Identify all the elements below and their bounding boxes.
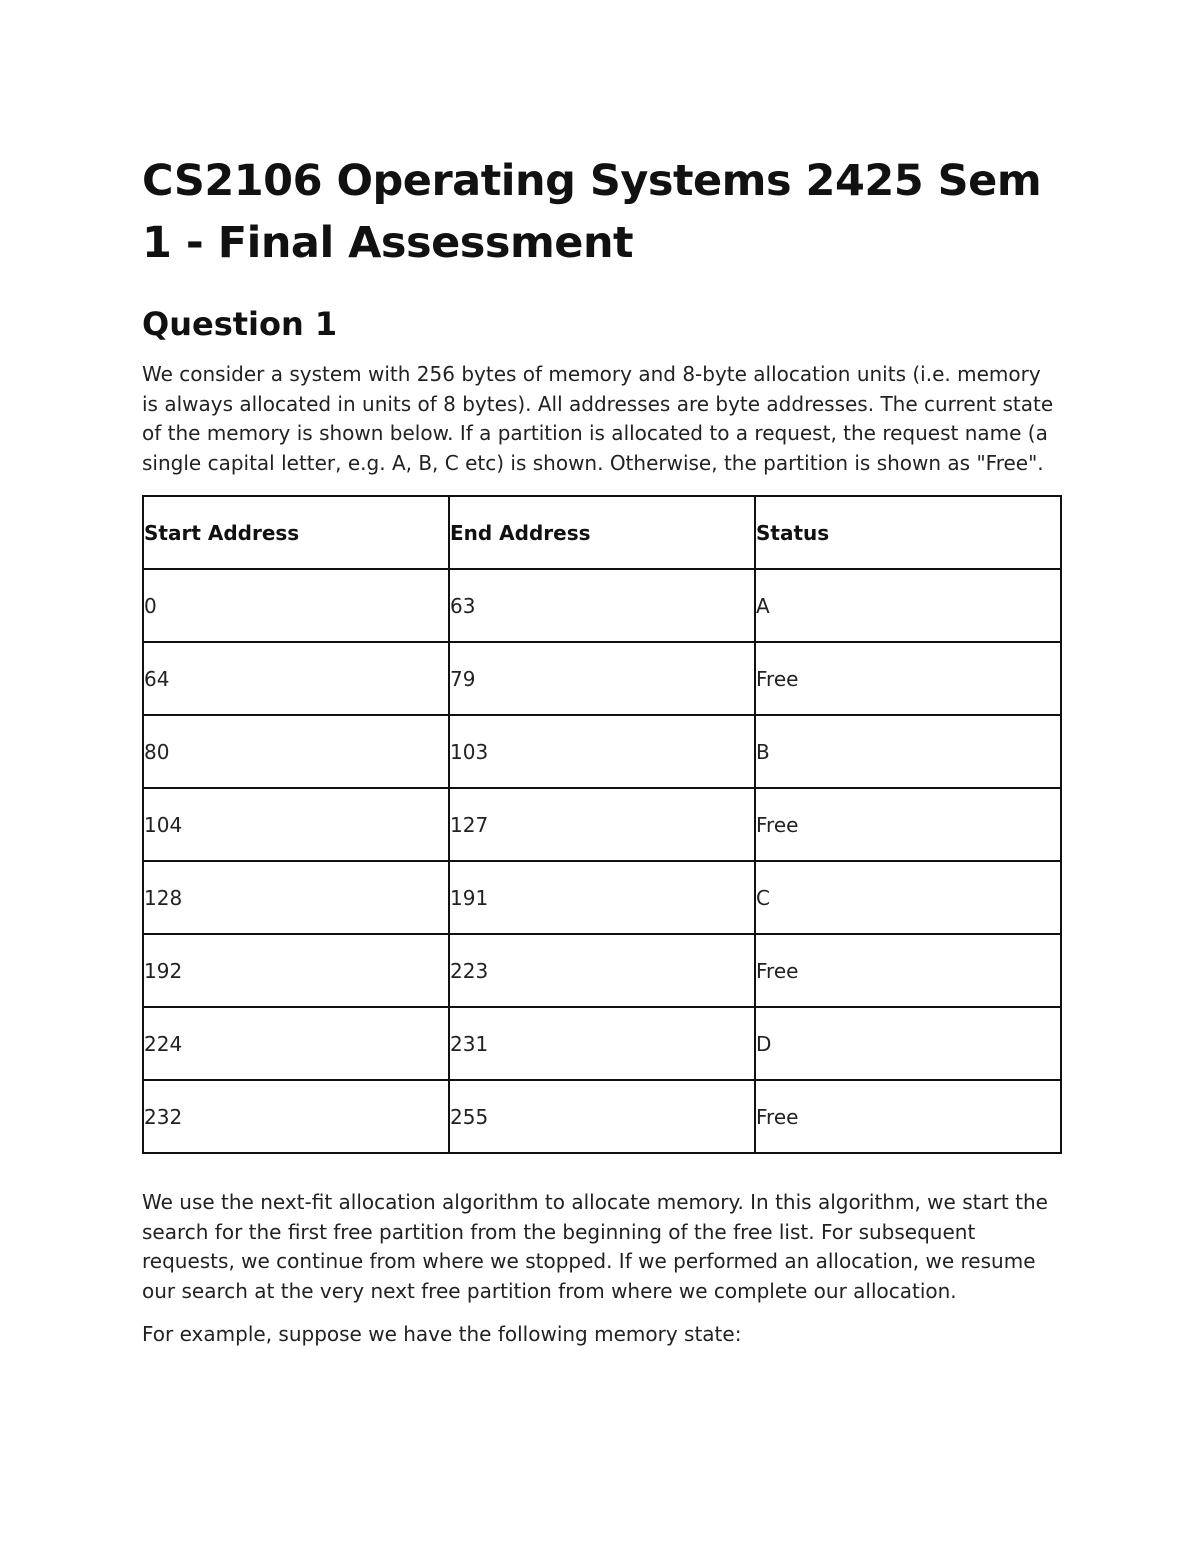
end-address-cell: 103 [449, 715, 755, 788]
status-cell: B [755, 715, 1061, 788]
status-cell: C [755, 861, 1061, 934]
next-fit-paragraph: We use the next-fit allocation algorithm to allocate memory. In this algorithm, we start the search for the first free partition from the beginning of the free list. For subsequent requests, we continue from where we stopped. If we performed an allocation, we resume our search at the very next free partition from where we complete our allocation. [142, 1190, 1048, 1303]
end-address-cell: 63 [449, 569, 755, 642]
status-cell: Free [755, 1080, 1061, 1153]
memory-state-table [142, 495, 1062, 1154]
status-cell: Free [755, 788, 1061, 861]
start-address-cell: 128 [143, 861, 449, 934]
intro-paragraph: We consider a system with 256 bytes of memory and 8-byte allocation units (i.e. memory is always allocated in units of 8 bytes). All addresses are byte addresses. The current state of the memory is shown below. If a partition is allocated to a request, the request name (a single capital letter, e.g. A, B, C etc) is shown. Otherwise, the partition is shown as "Free". [142, 362, 1054, 475]
table-header-row [143, 496, 1061, 569]
document-page [142, 150, 1062, 1350]
table-row [143, 715, 1061, 788]
end-address-cell: 231 [449, 1007, 755, 1080]
start-address-cell: 80 [143, 715, 449, 788]
header-status: Status [755, 496, 1061, 569]
start-address-cell: 0 [143, 569, 449, 642]
start-address-cell: 64 [143, 642, 449, 715]
end-address-cell: 127 [449, 788, 755, 861]
status-cell: A [755, 569, 1061, 642]
start-address-cell: 232 [143, 1080, 449, 1153]
header-end-address: End Address [449, 496, 755, 569]
start-address-cell: 192 [143, 934, 449, 1007]
start-address-cell: 104 [143, 788, 449, 861]
example-paragraph: For example, suppose we have the following memory state: [142, 1322, 742, 1346]
end-address-cell: 223 [449, 934, 755, 1007]
status-cell: D [755, 1007, 1061, 1080]
end-address-cell: 255 [449, 1080, 755, 1153]
document-title: CS2106 Operating Systems 2425 Sem 1 - Final Assessment [142, 156, 1042, 268]
table-row [143, 861, 1061, 934]
end-address-cell: 79 [449, 642, 755, 715]
table-row [143, 1080, 1061, 1153]
table-row [143, 569, 1061, 642]
table-row [143, 788, 1061, 861]
table-row [143, 934, 1061, 1007]
status-cell: Free [755, 642, 1061, 715]
question-heading: Question 1 [142, 305, 338, 343]
status-cell: Free [755, 934, 1061, 1007]
start-address-cell: 224 [143, 1007, 449, 1080]
header-start-address: Start Address [143, 496, 449, 569]
table-row [143, 1007, 1061, 1080]
end-address-cell: 191 [449, 861, 755, 934]
table-row [143, 642, 1061, 715]
